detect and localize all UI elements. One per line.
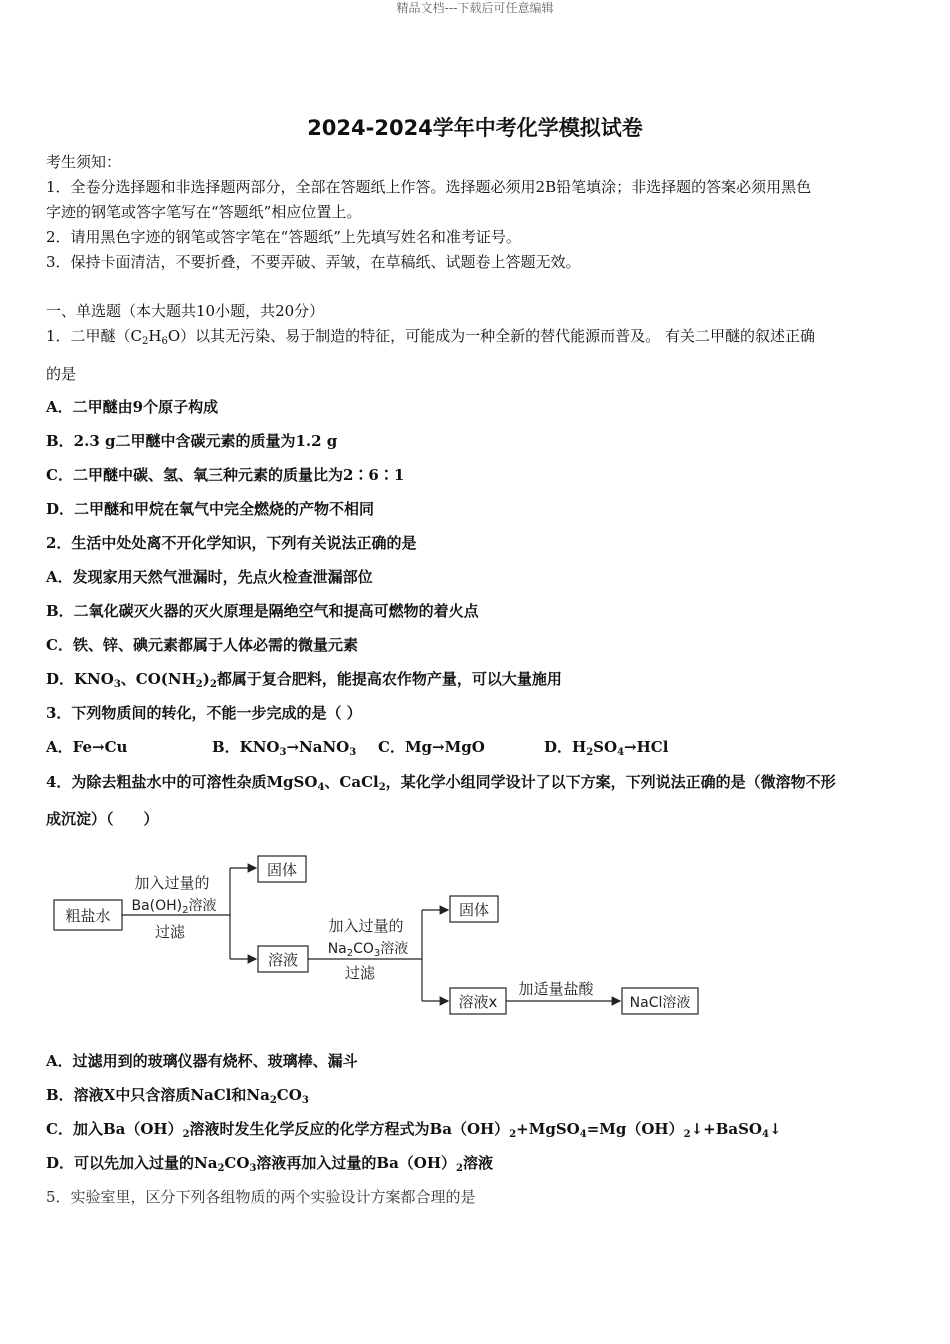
q1-option-b: B．2.3 g二甲醚中含碳元素的质量为1.2 g [46, 432, 338, 450]
q4-option-b: B．溶液X中只含溶质NaCl和$Na_2CO_3$ [46, 1086, 309, 1106]
q1-option-d: D．二甲醚和甲烷在氧气中完全燃烧的产物不相同 [46, 500, 375, 518]
question-1-stem-cont: 的是 [46, 365, 77, 383]
question-4-stem-cont: 成沉淀）（ ） [46, 810, 159, 828]
q3-option-a: A．Fe→Cu [46, 738, 128, 756]
q2-option-b: B．二氧化碳灭火器的灭火原理是隔绝空气和提高可燃物的着火点 [46, 602, 479, 620]
q4-option-d: D．可以先加入过量的$Na_2CO_3$溶液再加入过量的$Ba(OH)_2$溶液 [46, 1154, 494, 1174]
label-nacl-solution: NaCl溶液 [629, 995, 691, 1011]
purification-flowchart [50, 848, 710, 1028]
label-crude-brine: 粗盐水 [65, 907, 111, 925]
page-title: 2024-2024学年中考化学模拟试卷 [307, 116, 643, 140]
watermark: 精品文档---下载后可任意编辑 [396, 1, 554, 15]
q2-option-c: C．铁、锌、碘元素都属于人体必需的微量元素 [46, 636, 358, 654]
label-solid-2: 固体 [458, 901, 490, 919]
label-solution-x: 溶液x [458, 993, 498, 1011]
q2-option-a: A．发现家用天然气泄漏时，先点火检查泄漏部位 [46, 568, 373, 586]
q1-option-c: C．二甲醚中碳、氢、氧三种元素的质量比为2∶6∶1 [46, 466, 405, 484]
q3-option-c: C．Mg→MgO [378, 738, 485, 756]
question-5-stem: 5．实验室里，区分下列各组物质的两个实验设计方案都合理的是 [46, 1188, 476, 1206]
notice-item: 3．保持卡面清洁，不要折叠，不要弄破、弄皱，在草稿纸、试题卷上答题无效。 [46, 253, 581, 271]
section-heading: 一、单选题（本大题共10小题，共20分） [46, 302, 325, 320]
question-2-stem: 2．生活中处处离不开化学知识，下列有关说法正确的是 [46, 534, 417, 552]
label-step1-top: 加入过量的 [134, 874, 210, 892]
q2-option-d: D．$KNO_3$、$CO(NH_2)_2$都属于复合肥料，能提高农作物产量，可以大量施用 [46, 670, 562, 690]
label-step2-filter: 过滤 [344, 964, 376, 982]
label-step2-reagent: $Na_2CO_3$溶液 [327, 941, 409, 959]
notice-heading: 考生须知： [46, 153, 122, 171]
notice-item: 1．全卷分选择题和非选择题两部分，全部在答题纸上作答。选择题必须用2B铅笔填涂；非选择题的答案必须用黑色 [46, 178, 812, 196]
label-solid-1: 固体 [266, 861, 298, 879]
q4-option-c: C．加入$Ba(OH)_2$溶液时发生化学反应的化学方程式为$Ba(OH)_2+MgSO_4=Mg(OH)_2↓+BaSO_4↓$ [46, 1120, 782, 1140]
label-step2-top: 加入过量的 [328, 917, 404, 935]
question-3-stem: 3．下列物质间的转化，不能一步完成的是（ ） [46, 704, 362, 722]
q3-option-d: D．$H_2SO_4\to HCl$ [544, 738, 669, 758]
question-1-stem: 1．二甲醚$(C_2H_6O)$以其无污染、易于制造的特征，可能成为一种全新的替代能源而普及。 有关二甲醚的叙述正确 [46, 327, 815, 347]
notice-item: 2．请用黑色字迹的钢笔或答字笔在“答题纸”上先填写姓名和准考证号。 [46, 228, 521, 246]
label-step3: 加适量盐酸 [518, 980, 594, 998]
q1-option-a: A．二甲醚由9个原子构成 [46, 398, 219, 416]
label-step1-filter: 过滤 [154, 923, 186, 941]
notice-item: 字迹的钢笔或答字笔写在“答题纸”相应位置上。 [46, 203, 362, 221]
label-solution-1: 溶液 [267, 951, 299, 969]
q4-option-a: A．过滤用到的玻璃仪器有烧杯、玻璃棒、漏斗 [46, 1052, 358, 1070]
q3-option-b: B．$KNO_3\to NaNO_3$ [212, 738, 357, 758]
label-step1-reagent: $Ba(OH)_2$溶液 [131, 898, 217, 916]
question-4-stem: 4．为除去粗盐水中的可溶性杂质MgSO$_4$、CaCl$_2$，某化学小组同学设计了以下方案，下列说法正确的是（微溶物不形 [46, 773, 836, 793]
